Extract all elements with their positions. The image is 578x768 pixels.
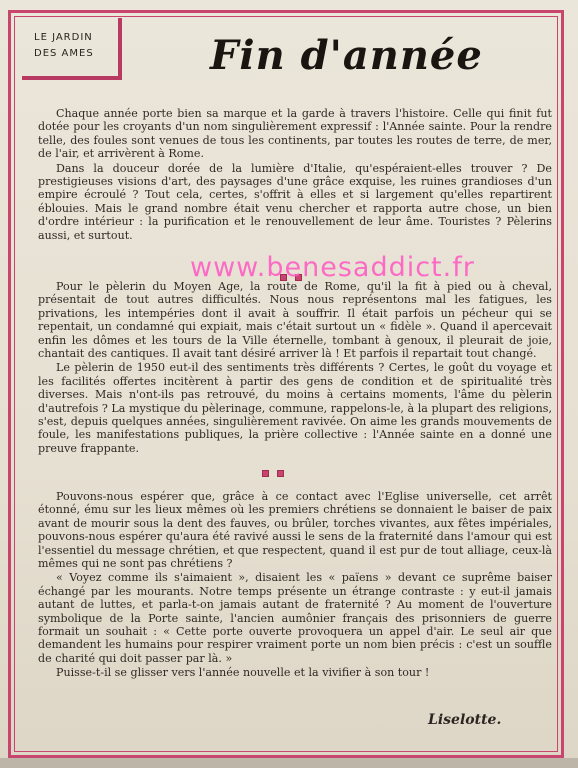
paragraph: Dans la douceur dorée de la lumière d'Italie, qu'espéraient-elles trouver ? De prestigieuses visions d'art, des paysages d'une grâce exquise, les ruines grandioses d'un empire écroulé ? Tout cela, certes, s'offrit à elles et si largement qu'elles repartirent éblouies. Mais le grand nombre était venu chercher et rapporta autre chose, un bien d'ordre intérieur : la purification et le renouvellement de leur âme. Touristes ? Pèlerins aussi, et surtout. [38,161,552,242]
paragraph: Pouvons-nous espérer que, grâce à ce contact avec l'Eglise universelle, cet arrêt étonné, ému sur les lieux mêmes où les premiers chrétiens se donnaient le baiser de paix avant de mourir sous la dent des fauves, ou brûler, torches vivantes, aux fêtes impériales, pouvons-nous espérer qu'aura été ravivé aussi le sens de la fraternité dans l'amour qui est l'essentiel du message chrétien, et que respectent, quand il est pur de tout alliage, ceux-là mêmes qui ne sont pas chrétiens ? [38,490,552,571]
author-signature: Liselotte. [428,712,502,728]
paragraph: « Voyez comme ils s'aimaient », disaient les « païens » devant ce suprême baiser échangé par les mourants. Notre temps présente un étrange contraste : y eut-il jamais autant de luttes, et parla-t-on jamais autant de fraternité ? Au moment de l'ouverture symbolique de la Porte sainte, l'ancien aumônier français des prisonniers de guerre formait un souhait : « Cette porte ouverte provoquera un appel d'air. Le seul air que demandent les humains pour respirer vraiment porte un nom bien précis : c'est un souffle de charité qui doit passer par là. » [38,571,552,665]
paragraph: Puisse-t-il se glisser vers l'année nouvelle et la vivifier à son tour ! [56,666,430,680]
paragraph: Le pèlerin de 1950 eut-il des sentiments très différents ? Certes, le goût du voyage et les facilités offertes incitèrent à partir des gens de condition et de spiritualité très diverses. Mais n'ont-ils pas retrouvé, du moins à certains moments, l'âme du pèlerin d'autrefois ? La mystique du pèlerinage, commune, rappelons-le, à la plupart des religions, s'est, depuis quelques années, singulièrement ravivée. On aime les grands mouvements de foule, les manifestations publiques, la prière collective : l'Année sainte en a donné une preuve frappante. [38,361,552,455]
watermark-link: www.benesaddict.fr [190,252,475,283]
column-label-box [22,18,122,80]
page-bottom-edge [0,758,578,768]
article-section-2 [38,280,552,456]
paragraph: Pour le pèlerin du Moyen Age, la route de Rome, qu'il la fit à pied ou à cheval, présentait de tout autres difficultés. Nous nous représentons mal les fatigues, les privations, les intempéries dont il avait à souffrir. Il était parfois un pécheur qui se repentait, un condamné qui expiait, mais c'était surtout un « fidèle ». Quand il apercevait enfin les dômes et les tours de la Ville éternelle, tombant à genoux, il pleurait de joie, chantait des cantiques. Il avait tant désiré arriver là ! Et parfois il repartait tout changé. [38,280,552,361]
article-section-3 [38,490,552,681]
section-ornament-icon [258,462,298,474]
column-label-line1: LE JARDIN [34,32,93,43]
column-label-line2: DES AMES [34,48,94,59]
paragraph: Chaque année porte bien sa marque et la garde à travers l'histoire. Celle qui finit fut dotée pour les croyants d'un nom singulièrement expressif : l'Année sainte. Pour la rendre telle, des foules sont venues de tous les continents, par toutes les routes de terre, de mer, de l'air, et arrivèrent à Rome. [38,107,552,161]
article-title: Fin d'année [210,32,483,79]
article-section-1 [38,107,552,243]
